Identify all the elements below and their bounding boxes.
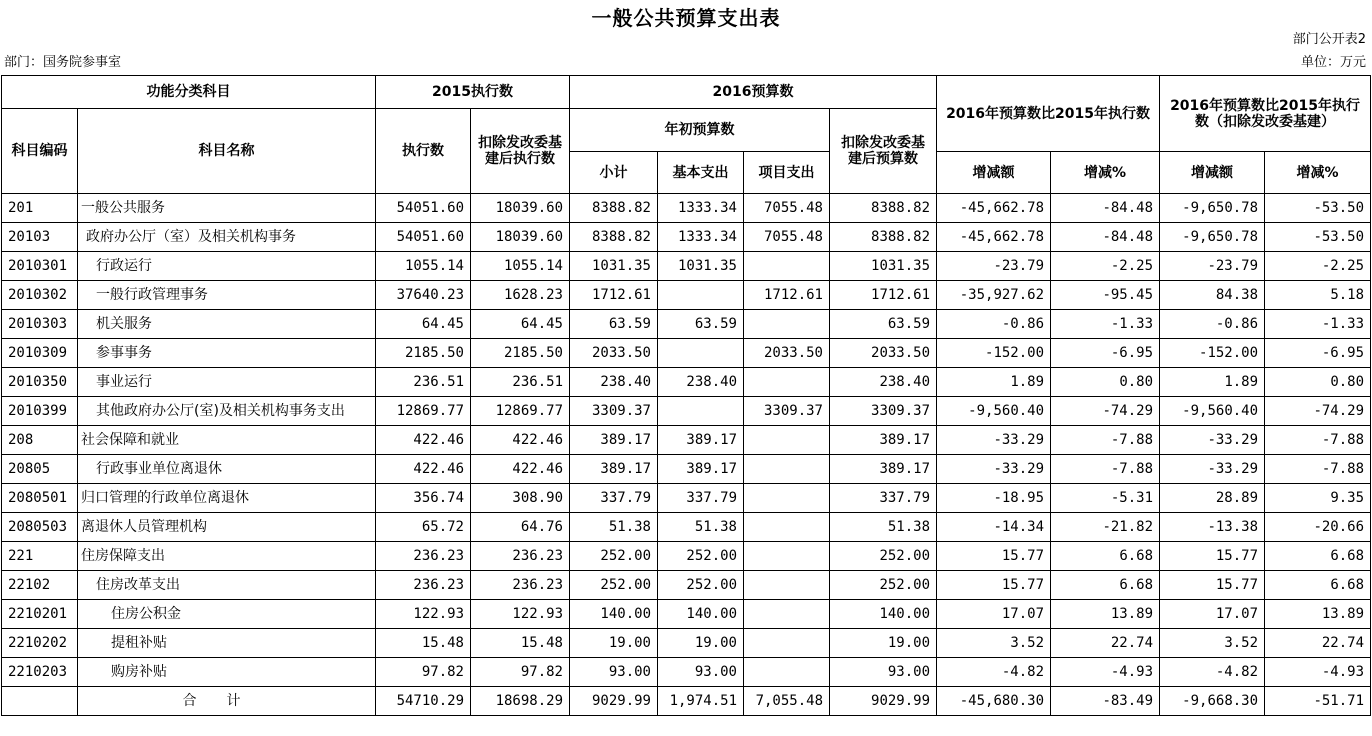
cell-name: 事业运行 xyxy=(78,368,376,397)
cell-chg-amt2: 15.77 xyxy=(1160,542,1265,571)
total-label: 合计 xyxy=(78,687,376,716)
header-basic: 基本支出 xyxy=(658,152,744,194)
cell-project xyxy=(744,513,830,542)
cell-name: 住房公积金 xyxy=(78,600,376,629)
cell-project xyxy=(744,368,830,397)
cell-budget-adj: 51.38 xyxy=(830,513,937,542)
cell-basic: 93.00 xyxy=(658,658,744,687)
header-compare-exec: 2016年预算数比2015年执行数 xyxy=(937,76,1160,152)
cell-exec: 422.46 xyxy=(376,426,471,455)
cell-chg-amt: -14.34 xyxy=(937,513,1051,542)
cell-chg-amt2: -9,650.78 xyxy=(1160,194,1265,223)
cell-basic: 252.00 xyxy=(658,571,744,600)
cell-budget-adj: 389.17 xyxy=(830,426,937,455)
department-label: 部门：国务院参事室 xyxy=(4,55,122,70)
cell-exec: 65.72 xyxy=(376,513,471,542)
cell-basic xyxy=(658,397,744,426)
cell-chg-pct2: 5.18 xyxy=(1265,281,1371,310)
cell-budget-adj: 3309.37 xyxy=(830,397,937,426)
total-subtotal: 9029.99 xyxy=(570,687,658,716)
cell-exec: 15.48 xyxy=(376,629,471,658)
cell-budget-adj: 93.00 xyxy=(830,658,937,687)
cell-subtotal: 389.17 xyxy=(570,426,658,455)
cell-basic: 1333.34 xyxy=(658,223,744,252)
cell-exec: 2185.50 xyxy=(376,339,471,368)
cell-basic: 252.00 xyxy=(658,542,744,571)
cell-chg-amt: -152.00 xyxy=(937,339,1051,368)
header-change-percent: 增减% xyxy=(1051,152,1160,194)
cell-exec-adj: 422.46 xyxy=(471,426,570,455)
cell-name: 一般公共服务 xyxy=(78,194,376,223)
cell-subtotal: 63.59 xyxy=(570,310,658,339)
cell-basic xyxy=(658,339,744,368)
cell-chg-amt2: 17.07 xyxy=(1160,600,1265,629)
cell-chg-amt2: -13.38 xyxy=(1160,513,1265,542)
cell-chg-pct: -74.29 xyxy=(1051,397,1160,426)
cell-name: 购房补贴 xyxy=(78,658,376,687)
cell-chg-amt: 15.77 xyxy=(937,542,1051,571)
cell-budget-adj: 337.79 xyxy=(830,484,937,513)
header-change-amount: 增减额 xyxy=(937,152,1051,194)
total-chg-pct: -83.49 xyxy=(1051,687,1160,716)
cell-chg-pct: -7.88 xyxy=(1051,455,1160,484)
cell-exec: 356.74 xyxy=(376,484,471,513)
cell-project xyxy=(744,455,830,484)
cell-subtotal: 238.40 xyxy=(570,368,658,397)
cell-subtotal: 93.00 xyxy=(570,658,658,687)
cell-chg-amt2: -9,560.40 xyxy=(1160,397,1265,426)
cell-exec: 236.51 xyxy=(376,368,471,397)
table-row xyxy=(2,542,1371,571)
cell-basic xyxy=(658,281,744,310)
cell-chg-pct2: 0.80 xyxy=(1265,368,1371,397)
cell-name: 社会保障和就业 xyxy=(78,426,376,455)
table-row xyxy=(2,368,1371,397)
header-name: 科目名称 xyxy=(78,109,376,194)
cell-budget-adj: 1031.35 xyxy=(830,252,937,281)
cell-code: 2210203 xyxy=(2,658,78,687)
cell-exec: 1055.14 xyxy=(376,252,471,281)
cell-code: 2210201 xyxy=(2,600,78,629)
cell-project xyxy=(744,484,830,513)
cell-basic: 51.38 xyxy=(658,513,744,542)
cell-chg-amt: 3.52 xyxy=(937,629,1051,658)
cell-chg-amt: -18.95 xyxy=(937,484,1051,513)
cell-code: 221 xyxy=(2,542,78,571)
cell-exec-adj: 18039.60 xyxy=(471,194,570,223)
cell-chg-pct2: -7.88 xyxy=(1265,426,1371,455)
cell-chg-amt2: -152.00 xyxy=(1160,339,1265,368)
table-row xyxy=(2,513,1371,542)
cell-project: 7055.48 xyxy=(744,223,830,252)
cell-basic: 389.17 xyxy=(658,455,744,484)
cell-name: 行政运行 xyxy=(78,252,376,281)
cell-basic: 1031.35 xyxy=(658,252,744,281)
cell-chg-pct: 22.74 xyxy=(1051,629,1160,658)
table-body xyxy=(2,194,1371,716)
total-row xyxy=(2,687,1371,716)
cell-chg-pct2: -4.93 xyxy=(1265,658,1371,687)
cell-chg-pct: 0.80 xyxy=(1051,368,1160,397)
cell-exec: 122.93 xyxy=(376,600,471,629)
cell-chg-amt: -33.29 xyxy=(937,455,1051,484)
cell-chg-pct2: -20.66 xyxy=(1265,513,1371,542)
table-row xyxy=(2,600,1371,629)
cell-chg-pct2: 22.74 xyxy=(1265,629,1371,658)
cell-budget-adj: 8388.82 xyxy=(830,194,937,223)
cell-name: 住房保障支出 xyxy=(78,542,376,571)
cell-chg-amt2: 3.52 xyxy=(1160,629,1265,658)
cell-chg-amt: -45,662.78 xyxy=(937,223,1051,252)
cell-exec: 54051.60 xyxy=(376,223,471,252)
table-row xyxy=(2,223,1371,252)
cell-exec: 422.46 xyxy=(376,455,471,484)
unit-label: 单位：万元 xyxy=(1300,55,1366,70)
cell-chg-pct2: 13.89 xyxy=(1265,600,1371,629)
cell-basic: 140.00 xyxy=(658,600,744,629)
cell-exec-adj: 308.90 xyxy=(471,484,570,513)
cell-subtotal: 1031.35 xyxy=(570,252,658,281)
cell-exec-adj: 1628.23 xyxy=(471,281,570,310)
header-func-category: 功能分类科目 xyxy=(2,76,376,109)
cell-chg-amt2: -33.29 xyxy=(1160,426,1265,455)
cell-subtotal: 252.00 xyxy=(570,571,658,600)
header-budget-adjusted: 扣除发改委基建后预算数 xyxy=(830,109,937,194)
total-exec: 54710.29 xyxy=(376,687,471,716)
cell-project: 7055.48 xyxy=(744,194,830,223)
cell-chg-amt2: 15.77 xyxy=(1160,571,1265,600)
cell-basic: 389.17 xyxy=(658,426,744,455)
cell-chg-amt: -4.82 xyxy=(937,658,1051,687)
total-chg-amt: -45,680.30 xyxy=(937,687,1051,716)
cell-name: 政府办公厅（室）及相关机构事务 xyxy=(78,223,376,252)
header-code: 科目编码 xyxy=(2,109,78,194)
header-change-percent-adjusted: 增减% xyxy=(1265,152,1371,194)
cell-exec: 64.45 xyxy=(376,310,471,339)
cell-project xyxy=(744,600,830,629)
cell-name: 行政事业单位离退休 xyxy=(78,455,376,484)
cell-code: 2010301 xyxy=(2,252,78,281)
cell-chg-pct: -5.31 xyxy=(1051,484,1160,513)
cell-project: 1712.61 xyxy=(744,281,830,310)
cell-chg-pct2: 9.35 xyxy=(1265,484,1371,513)
cell-chg-amt2: 1.89 xyxy=(1160,368,1265,397)
total-exec-adj: 18698.29 xyxy=(471,687,570,716)
cell-chg-amt: -23.79 xyxy=(937,252,1051,281)
cell-name: 其他政府办公厅(室)及相关机构事务支出 xyxy=(78,397,376,426)
cell-chg-pct: -21.82 xyxy=(1051,513,1160,542)
cell-chg-amt2: -23.79 xyxy=(1160,252,1265,281)
cell-exec: 37640.23 xyxy=(376,281,471,310)
cell-chg-amt: -33.29 xyxy=(937,426,1051,455)
form-number: 部门公开表2 xyxy=(1292,32,1366,47)
cell-code: 22102 xyxy=(2,571,78,600)
cell-name: 住房改革支出 xyxy=(78,571,376,600)
cell-exec-adj: 18039.60 xyxy=(471,223,570,252)
cell-subtotal: 8388.82 xyxy=(570,194,658,223)
cell-chg-pct: 13.89 xyxy=(1051,600,1160,629)
cell-code: 2010303 xyxy=(2,310,78,339)
cell-basic: 63.59 xyxy=(658,310,744,339)
header-exec-adjusted: 扣除发改委基建后执行数 xyxy=(471,109,570,194)
table-row xyxy=(2,629,1371,658)
cell-chg-amt: -35,927.62 xyxy=(937,281,1051,310)
header-subtotal: 小计 xyxy=(570,152,658,194)
cell-chg-amt2: -4.82 xyxy=(1160,658,1265,687)
header-budget-2016: 2016预算数 xyxy=(570,76,937,109)
cell-chg-amt: 1.89 xyxy=(937,368,1051,397)
cell-subtotal: 2033.50 xyxy=(570,339,658,368)
cell-code: 2010350 xyxy=(2,368,78,397)
cell-exec-adj: 97.82 xyxy=(471,658,570,687)
cell-project xyxy=(744,658,830,687)
total-project: 7,055.48 xyxy=(744,687,830,716)
table-row xyxy=(2,339,1371,368)
cell-budget-adj: 389.17 xyxy=(830,455,937,484)
header-exec-2015: 2015执行数 xyxy=(376,76,570,109)
cell-subtotal: 3309.37 xyxy=(570,397,658,426)
cell-chg-pct: -84.48 xyxy=(1051,194,1160,223)
cell-chg-pct: -84.48 xyxy=(1051,223,1160,252)
cell-exec-adj: 64.76 xyxy=(471,513,570,542)
cell-budget-adj: 140.00 xyxy=(830,600,937,629)
cell-basic: 19.00 xyxy=(658,629,744,658)
cell-project xyxy=(744,571,830,600)
cell-chg-pct: -7.88 xyxy=(1051,426,1160,455)
cell-exec: 97.82 xyxy=(376,658,471,687)
cell-chg-amt2: 28.89 xyxy=(1160,484,1265,513)
cell-exec: 54051.60 xyxy=(376,194,471,223)
cell-subtotal: 337.79 xyxy=(570,484,658,513)
cell-code: 2010309 xyxy=(2,339,78,368)
cell-budget-adj: 252.00 xyxy=(830,571,937,600)
cell-chg-pct: -6.95 xyxy=(1051,339,1160,368)
cell-exec: 236.23 xyxy=(376,542,471,571)
cell-code: 2080501 xyxy=(2,484,78,513)
cell-project: 3309.37 xyxy=(744,397,830,426)
cell-chg-amt2: 84.38 xyxy=(1160,281,1265,310)
cell-chg-pct2: -53.50 xyxy=(1265,194,1371,223)
cell-chg-amt: -0.86 xyxy=(937,310,1051,339)
cell-name: 一般行政管理事务 xyxy=(78,281,376,310)
cell-chg-pct: -1.33 xyxy=(1051,310,1160,339)
cell-code: 2210202 xyxy=(2,629,78,658)
cell-subtotal: 389.17 xyxy=(570,455,658,484)
cell-code: 20805 xyxy=(2,455,78,484)
cell-subtotal: 19.00 xyxy=(570,629,658,658)
cell-chg-pct2: -74.29 xyxy=(1265,397,1371,426)
cell-budget-adj: 63.59 xyxy=(830,310,937,339)
header-change-amount-adjusted: 增减额 xyxy=(1160,152,1265,194)
total-chg-pct2: -51.71 xyxy=(1265,687,1371,716)
cell-project xyxy=(744,542,830,571)
cell-project xyxy=(744,310,830,339)
cell-subtotal: 8388.82 xyxy=(570,223,658,252)
cell-chg-amt: 17.07 xyxy=(937,600,1051,629)
cell-chg-pct2: -2.25 xyxy=(1265,252,1371,281)
cell-subtotal: 1712.61 xyxy=(570,281,658,310)
cell-chg-pct2: -53.50 xyxy=(1265,223,1371,252)
cell-basic: 1333.34 xyxy=(658,194,744,223)
cell-exec-adj: 122.93 xyxy=(471,600,570,629)
cell-chg-pct2: 6.68 xyxy=(1265,571,1371,600)
cell-project xyxy=(744,426,830,455)
cell-chg-amt2: -0.86 xyxy=(1160,310,1265,339)
cell-exec-adj: 1055.14 xyxy=(471,252,570,281)
cell-chg-pct2: -7.88 xyxy=(1265,455,1371,484)
cell-exec-adj: 236.23 xyxy=(471,542,570,571)
cell-basic: 238.40 xyxy=(658,368,744,397)
header-initial-budget: 年初预算数 xyxy=(570,109,830,152)
table-row xyxy=(2,397,1371,426)
header-exec: 执行数 xyxy=(376,109,471,194)
cell-chg-amt: -45,662.78 xyxy=(937,194,1051,223)
cell-code: 2010302 xyxy=(2,281,78,310)
cell-budget-adj: 2033.50 xyxy=(830,339,937,368)
cell-name: 归口管理的行政单位离退休 xyxy=(78,484,376,513)
cell-code: 201 xyxy=(2,194,78,223)
cell-exec-adj: 422.46 xyxy=(471,455,570,484)
cell-blank xyxy=(2,687,78,716)
table-row xyxy=(2,252,1371,281)
cell-chg-amt: -9,560.40 xyxy=(937,397,1051,426)
cell-budget-adj: 8388.82 xyxy=(830,223,937,252)
cell-exec-adj: 15.48 xyxy=(471,629,570,658)
cell-project xyxy=(744,629,830,658)
table-row xyxy=(2,658,1371,687)
table-row xyxy=(2,426,1371,455)
cell-chg-amt2: -33.29 xyxy=(1160,455,1265,484)
cell-chg-pct2: 6.68 xyxy=(1265,542,1371,571)
table-row xyxy=(2,194,1371,223)
cell-subtotal: 252.00 xyxy=(570,542,658,571)
total-chg-amt2: -9,668.30 xyxy=(1160,687,1265,716)
cell-name: 参事事务 xyxy=(78,339,376,368)
cell-code: 208 xyxy=(2,426,78,455)
header-compare-exec-adjusted: 2016年预算数比2015年执行数（扣除发改委基建） xyxy=(1160,76,1371,152)
cell-project: 2033.50 xyxy=(744,339,830,368)
budget-table xyxy=(1,75,1371,716)
table-row xyxy=(2,484,1371,513)
cell-name: 机关服务 xyxy=(78,310,376,339)
cell-exec-adj: 236.23 xyxy=(471,571,570,600)
cell-exec: 236.23 xyxy=(376,571,471,600)
cell-budget-adj: 19.00 xyxy=(830,629,937,658)
cell-subtotal: 140.00 xyxy=(570,600,658,629)
cell-exec: 12869.77 xyxy=(376,397,471,426)
cell-project xyxy=(744,252,830,281)
cell-chg-pct: 6.68 xyxy=(1051,542,1160,571)
table-row xyxy=(2,281,1371,310)
cell-chg-amt2: -9,650.78 xyxy=(1160,223,1265,252)
cell-chg-pct2: -6.95 xyxy=(1265,339,1371,368)
cell-name: 提租补贴 xyxy=(78,629,376,658)
table-row xyxy=(2,455,1371,484)
cell-basic: 337.79 xyxy=(658,484,744,513)
cell-chg-pct: -2.25 xyxy=(1051,252,1160,281)
cell-chg-amt: 15.77 xyxy=(937,571,1051,600)
cell-chg-pct: 6.68 xyxy=(1051,571,1160,600)
cell-budget-adj: 1712.61 xyxy=(830,281,937,310)
cell-code: 2010399 xyxy=(2,397,78,426)
table-row xyxy=(2,571,1371,600)
cell-name: 离退休人员管理机构 xyxy=(78,513,376,542)
cell-code: 20103 xyxy=(2,223,78,252)
table-row xyxy=(2,310,1371,339)
cell-budget-adj: 252.00 xyxy=(830,542,937,571)
total-basic: 1,974.51 xyxy=(658,687,744,716)
cell-exec-adj: 236.51 xyxy=(471,368,570,397)
header-project: 项目支出 xyxy=(744,152,830,194)
total-budget-adj: 9029.99 xyxy=(830,687,937,716)
cell-chg-pct: -95.45 xyxy=(1051,281,1160,310)
cell-exec-adj: 12869.77 xyxy=(471,397,570,426)
cell-exec-adj: 2185.50 xyxy=(471,339,570,368)
cell-budget-adj: 238.40 xyxy=(830,368,937,397)
cell-chg-pct: -4.93 xyxy=(1051,658,1160,687)
cell-subtotal: 51.38 xyxy=(570,513,658,542)
cell-exec-adj: 64.45 xyxy=(471,310,570,339)
cell-chg-pct2: -1.33 xyxy=(1265,310,1371,339)
cell-code: 2080503 xyxy=(2,513,78,542)
page-title: 一般公共预算支出表 xyxy=(591,6,781,30)
